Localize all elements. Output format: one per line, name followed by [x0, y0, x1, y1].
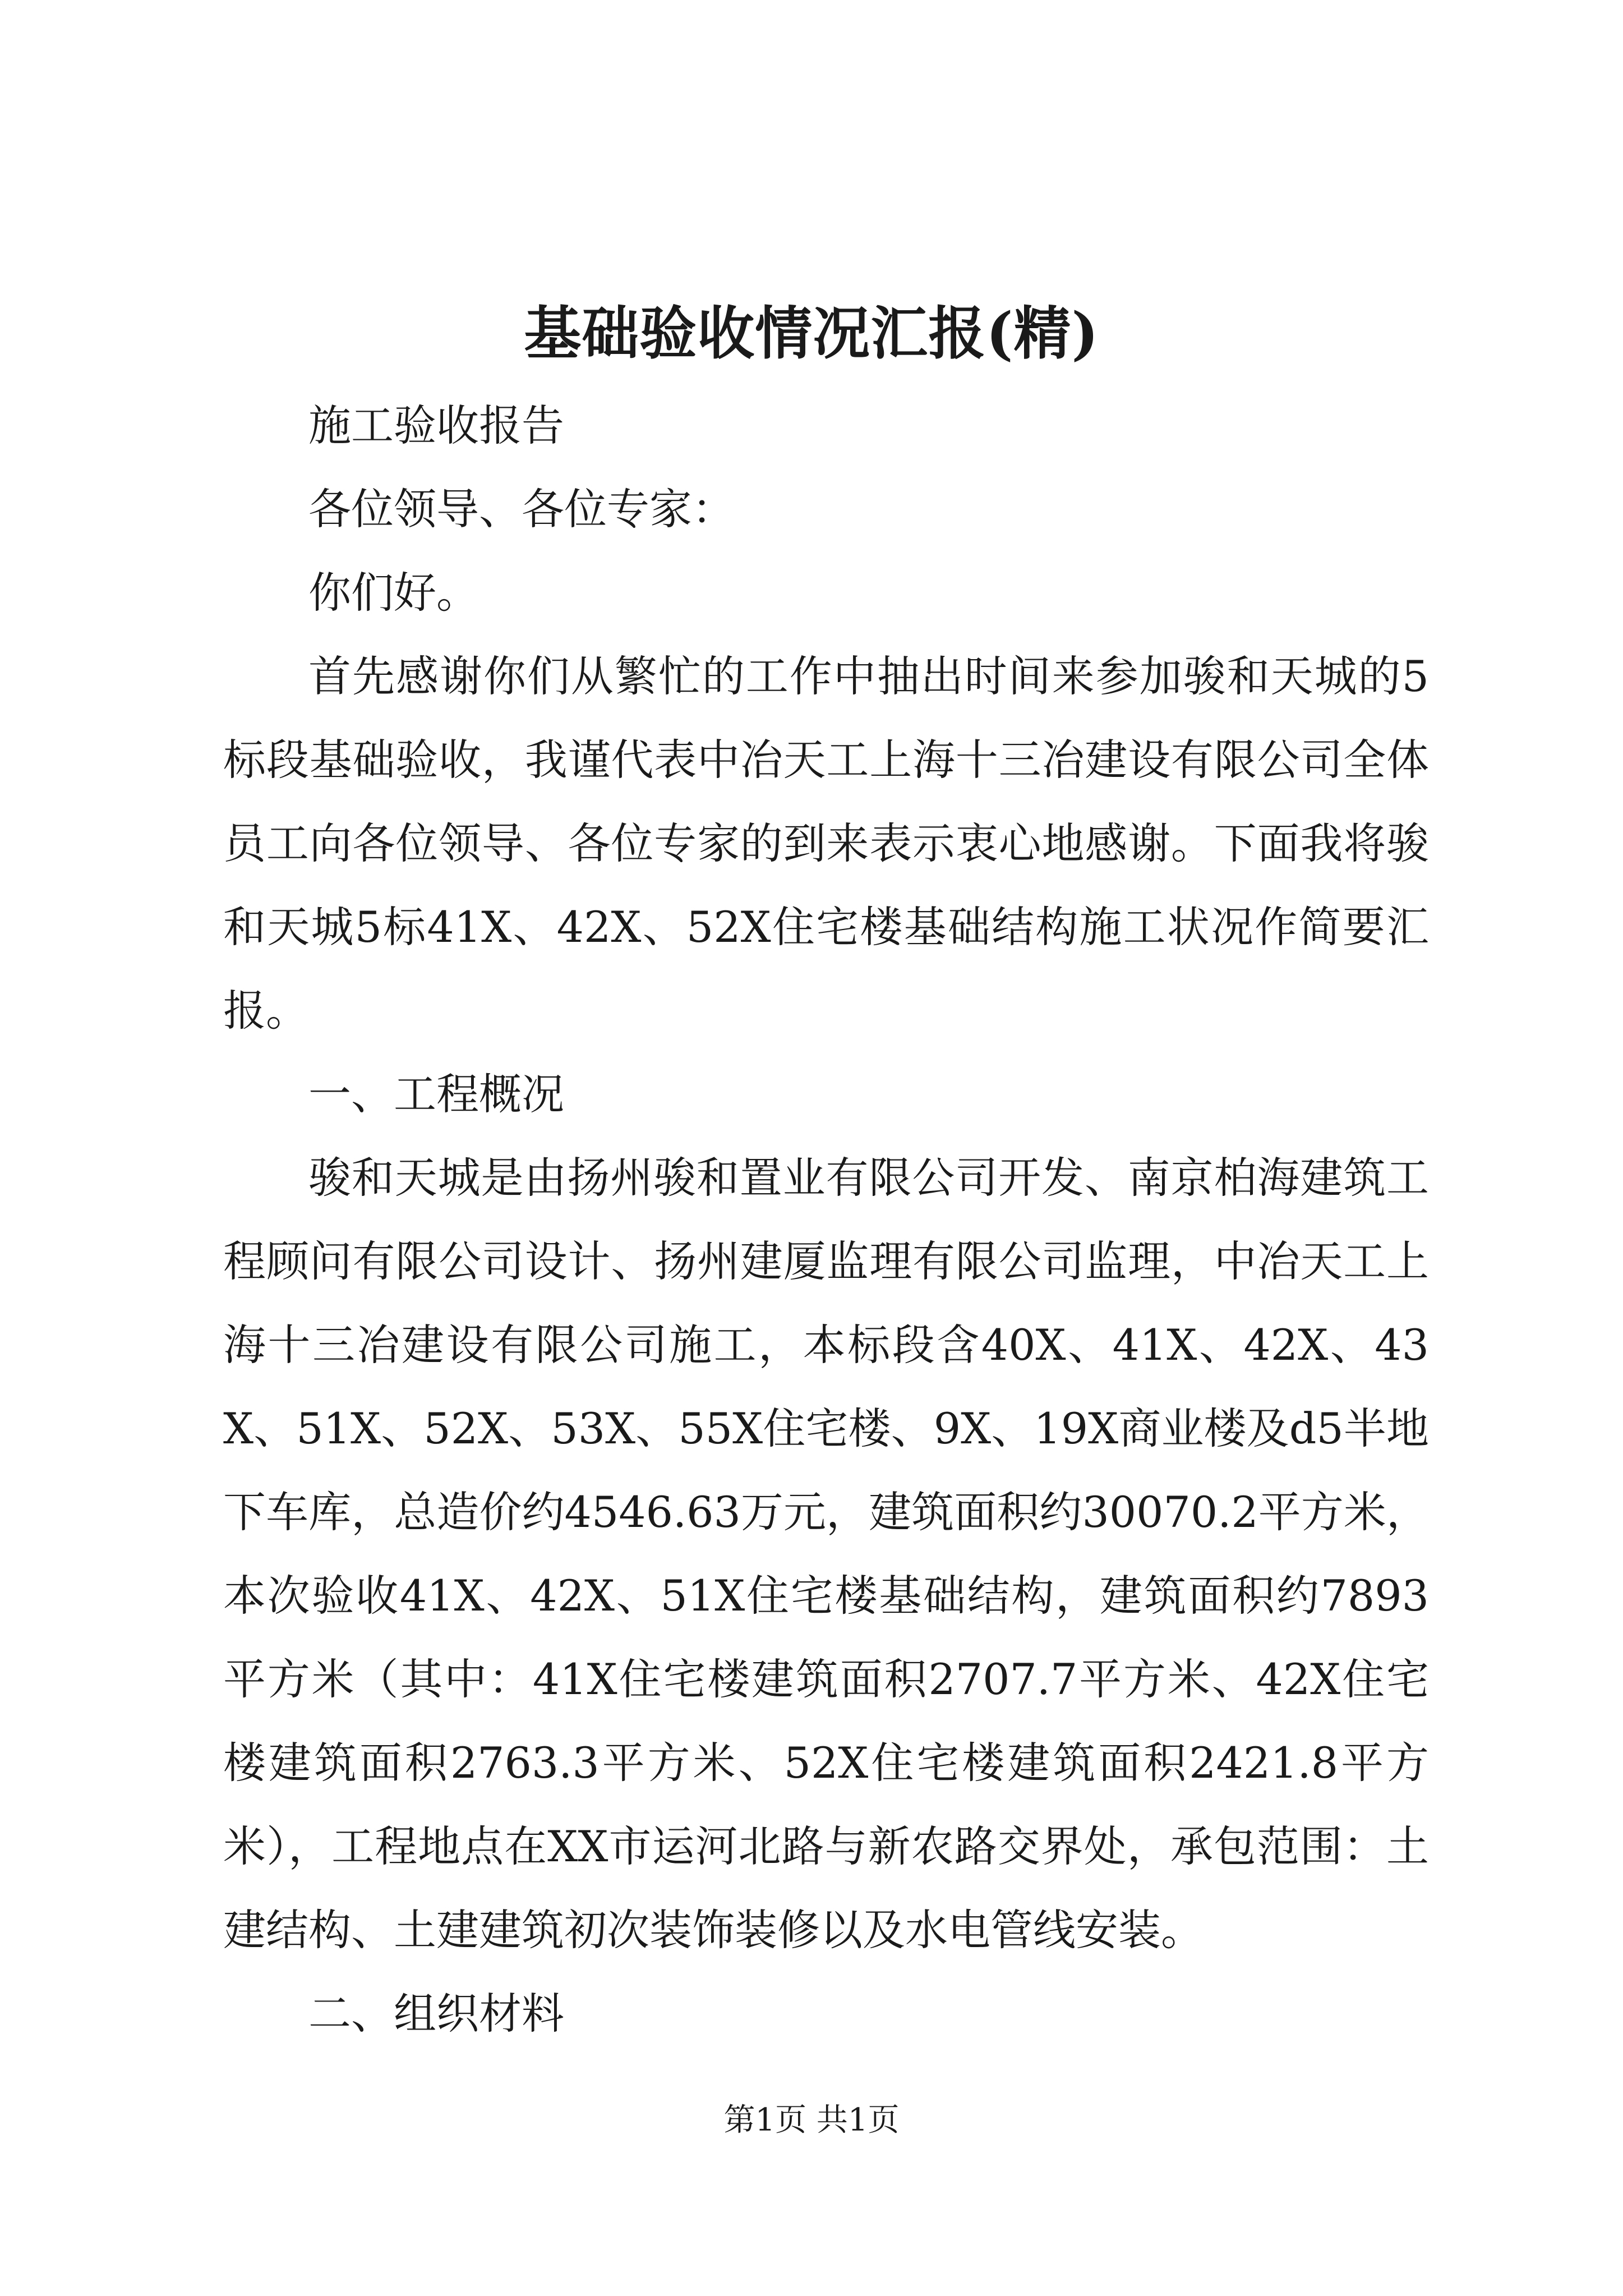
- paragraph-report-heading: 施工验收报告: [308, 401, 564, 450]
- document-title: 基础验收情况汇报(精): [524, 300, 1099, 367]
- page-footer: 第1页 共1页: [723, 2102, 900, 2138]
- section-heading-project-overview: 一、工程概况: [308, 1069, 564, 1119]
- paragraph-introduction: 首先感谢你们从繁忙的工作中抽出时间来参加骏和天城的5标段基础验收，我谨代表中冶天工上海十三冶建设有限公司全体员工向各位领导、各位专家的到来表示衷心地感谢。下面我将骏和天城5标41X、42X、52X住宅楼基础结构施工状况作简要汇报。: [223, 651, 1429, 1036]
- paragraph-project-overview: 骏和天城是由扬州骏和置业有限公司开发、南京柏海建筑工程顾问有限公司设计、扬州建厦监理有限公司监理，中冶天工上海十三冶建设有限公司施工，本标段含40X、41X、42X、43X、51X、52X、53X、55X住宅楼、9X、19X商业楼及d5半地下车库，总造价约4546.63万元，建筑面积约30070.2平方米，本次验收41X、42X、51X住宅楼基础结构，建筑面积约7893平方米（其中：41X住宅楼建筑面积2707.7平方米、42X住宅楼建筑面积2763.3平方米、52X住宅楼建筑面积2421.8平方米），工程地点在XX市运河北路与新农路交界处，承包范围：土建结构、土建建筑初次装饰装修以及水电管线安装。: [223, 1153, 1429, 1955]
- paragraph-greeting: 你们好。: [308, 568, 479, 618]
- section-heading-organization-materials: 二、组织材料: [308, 1989, 564, 2039]
- paragraph-salutation: 各位领导、各位专家：: [308, 484, 735, 534]
- document-body: [223, 384, 1429, 2055]
